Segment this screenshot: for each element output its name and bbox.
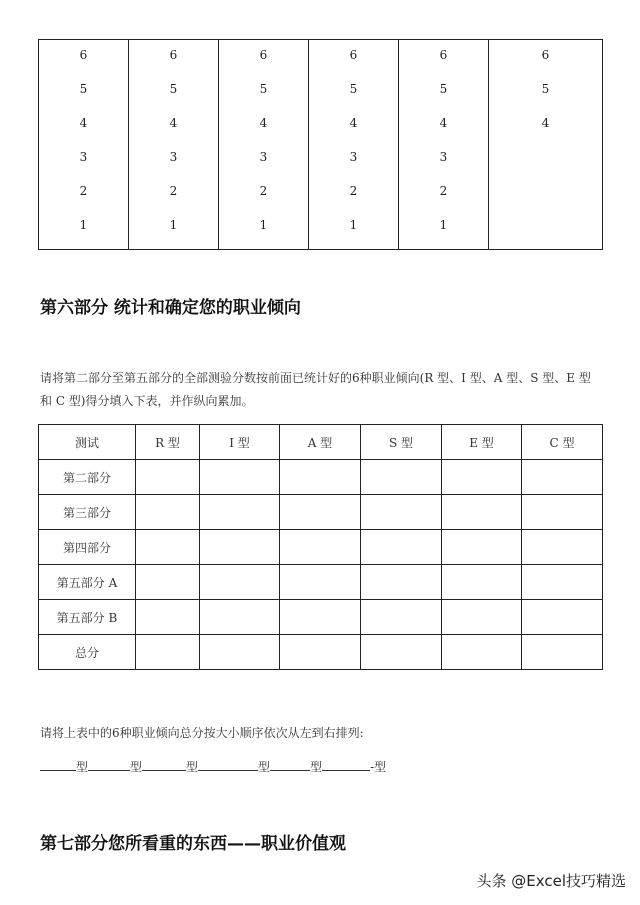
column-header: S 型 [361,425,442,460]
ranking-blank-field[interactable] [40,758,76,771]
score-cell[interactable] [136,565,200,600]
score-cell[interactable] [442,635,522,670]
table-row [39,600,603,635]
row-label: 第五部分 B [39,600,136,635]
score-number: 6 [541,48,550,62]
score-cell[interactable] [280,565,361,600]
score-column [399,40,489,250]
table-row [39,495,603,530]
row-label: 第二部分 [39,460,136,495]
score-number: 4 [349,116,358,130]
score-number: 6 [259,48,268,62]
ranking-blank-field[interactable] [322,758,370,771]
ranking-type-label: 型 [310,760,323,774]
score-cell[interactable] [280,460,361,495]
score-number: 3 [79,150,88,164]
score-cell[interactable] [361,460,442,495]
ranking-blank-field[interactable] [88,758,130,771]
table-header-row [39,425,603,460]
ranking-blank-field[interactable] [142,758,186,771]
row-label: 总分 [39,635,136,670]
score-column [489,40,603,250]
score-number: 3 [349,150,358,164]
score-number: 1 [79,218,88,232]
score-number: 2 [79,184,88,198]
score-cell[interactable] [522,600,603,635]
score-number: 4 [169,116,178,130]
ranking-type-label: 型 [186,760,199,774]
score-cell[interactable] [442,530,522,565]
table-row [39,565,603,600]
score-cell[interactable] [200,495,280,530]
score-cell[interactable] [200,460,280,495]
score-number: 4 [439,116,448,130]
score-cell[interactable] [522,460,603,495]
score-number: 5 [349,82,358,96]
score-number: 1 [259,218,268,232]
score-number: 6 [439,48,448,62]
score-number: 2 [349,184,358,198]
column-header: C 型 [522,425,603,460]
score-number: 3 [259,150,268,164]
score-number: 1 [349,218,358,232]
row-label: 第三部分 [39,495,136,530]
watermark: 头条 @Excel技巧精选 [476,872,626,890]
score-cell[interactable] [522,565,603,600]
score-cell[interactable] [522,495,603,530]
section-title: 第六部分 统计和确定您的职业倾向 [40,298,301,318]
score-table [38,39,603,250]
column-header: E 型 [442,425,522,460]
score-column [39,40,129,250]
score-cell[interactable] [522,635,603,670]
score-number: 1 [169,218,178,232]
row-label: 第五部分 A [39,565,136,600]
column-header: R 型 [136,425,200,460]
score-cell[interactable] [442,495,522,530]
score-cell[interactable] [361,530,442,565]
ranking-type-label: 型 [258,760,271,774]
score-number: 5 [169,82,178,96]
score-column [219,40,309,250]
statistics-table [38,424,603,670]
score-number: 5 [541,82,550,96]
score-cell[interactable] [136,530,200,565]
score-cell[interactable] [280,495,361,530]
column-header: 测试 [39,425,136,460]
score-cell[interactable] [136,460,200,495]
score-cell[interactable] [200,635,280,670]
table-row [39,460,603,495]
score-cell[interactable] [442,460,522,495]
score-cell[interactable] [280,635,361,670]
score-column [309,40,399,250]
score-number: 6 [169,48,178,62]
column-header: I 型 [200,425,280,460]
score-cell[interactable] [136,600,200,635]
score-cell[interactable] [136,495,200,530]
score-number: 6 [349,48,358,62]
score-column [129,40,219,250]
ranking-type-label: 型 [76,760,89,774]
column-header: A 型 [280,425,361,460]
score-cell[interactable] [361,565,442,600]
ranking-type-label: -型 [370,760,387,774]
score-number: 5 [259,82,268,96]
score-cell[interactable] [280,530,361,565]
score-number: 2 [439,184,448,198]
score-cell[interactable] [136,635,200,670]
score-cell[interactable] [280,600,361,635]
score-number: 4 [541,116,550,130]
ranking-blank-field[interactable] [198,758,258,771]
score-number: 2 [259,184,268,198]
score-number: 6 [79,48,88,62]
score-cell[interactable] [442,600,522,635]
ranking-instruction: 请将上表中的6种职业倾向总分按大小顺序依次从左到右排列: [40,726,364,740]
score-cell[interactable] [361,600,442,635]
score-cell[interactable] [200,600,280,635]
row-label: 第四部分 [39,530,136,565]
score-cell[interactable] [522,530,603,565]
ranking-type-label: 型 [130,760,143,774]
score-number: 5 [79,82,88,96]
score-number: 1 [439,218,448,232]
score-number: 4 [259,116,268,130]
score-number: 2 [169,184,178,198]
score-number: 3 [439,150,448,164]
score-row [39,40,603,250]
score-cell[interactable] [200,530,280,565]
score-cell[interactable] [200,565,280,600]
section-title: 第七部分您所看重的东西——职业价值观 [40,834,346,854]
table-row [39,530,603,565]
score-number: 4 [79,116,88,130]
score-number: 3 [169,150,178,164]
instruction-text: 请将第二部分至第五部分的全部测验分数按前面已统计好的6种职业倾向(R 型、I 型、A 型、S 型、E 型和 C 型)得分填入下表，并作纵向累加。 [40,371,591,408]
score-cell[interactable] [442,565,522,600]
ranking-blank-field[interactable] [270,758,310,771]
score-cell[interactable] [361,495,442,530]
score-number: 5 [439,82,448,96]
score-cell[interactable] [361,635,442,670]
ranking-blanks [40,758,386,775]
table-row [39,635,603,670]
